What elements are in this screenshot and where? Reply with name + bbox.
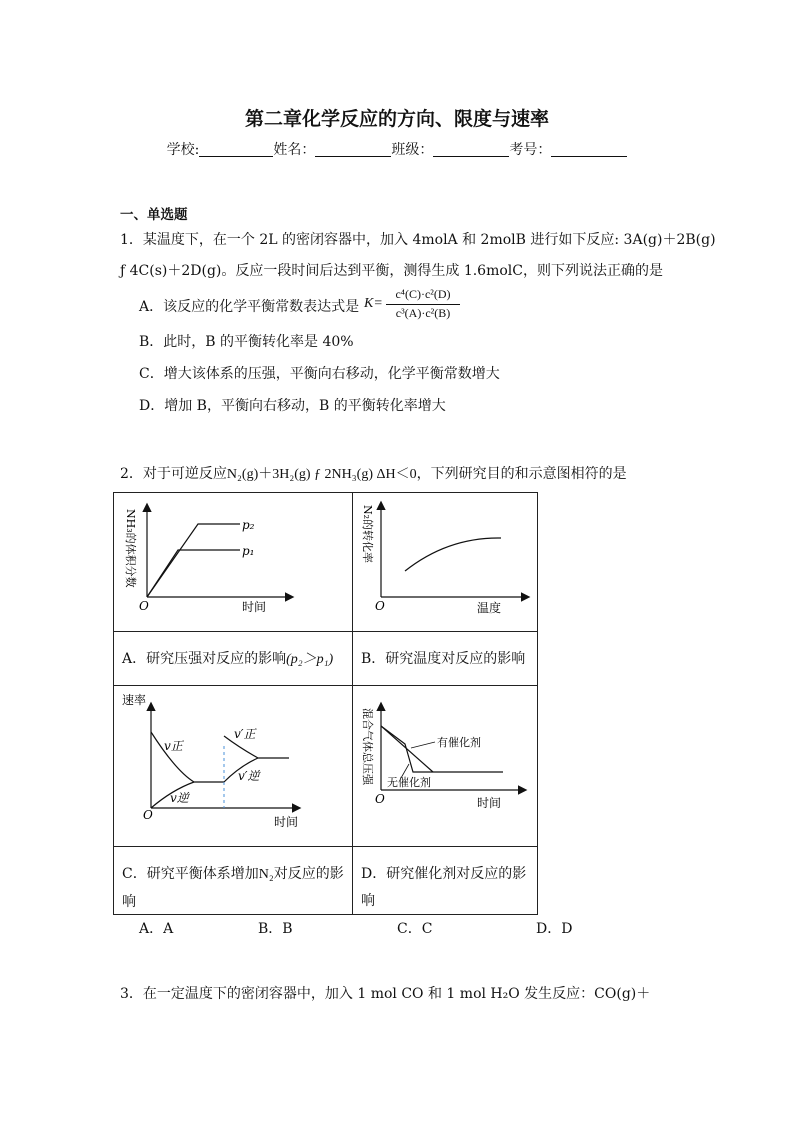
graph-c — [114, 686, 352, 842]
q2-stem — [120, 463, 627, 483]
graph-d-curve-catalyst — [381, 726, 503, 772]
exam-no-blank — [551, 142, 627, 157]
graph-b-ylabel: N₂的转化率 — [361, 505, 374, 564]
caption-c-n2: N₂ — [258, 867, 274, 882]
graph-c-ylabel: 速率 — [122, 693, 147, 707]
graph-a-curve-p2 — [147, 524, 240, 597]
graph-a-origin: O — [139, 599, 149, 613]
q3-stem-line1: 3．在一定温度下的密闭容器中，加入 1 mol CO 和 1 mol H₂O 发生反应：CO(g)＋ — [120, 986, 651, 1002]
graph-b-curve — [405, 538, 501, 571]
caption-a-cell — [114, 632, 353, 686]
q1-option-d: D．增加 B，平衡向右移动，B 的平衡转化率增大 — [139, 398, 446, 414]
name-blank — [315, 142, 391, 157]
graph-d-cell — [353, 686, 538, 847]
q1-option-c: C．增大该体系的压强，平衡向右移动，化学平衡常数增大 — [139, 366, 500, 382]
q1-option-a-text: A．该反应的化学平衡常数表达式是 — [139, 299, 360, 315]
q1-option-b: B．此时，B 的平衡转化率是 40% — [139, 334, 354, 350]
exam-no-label: 考号： — [509, 142, 552, 158]
q2-stem-suffix: ，下列研究目的和示意图相符的是 — [416, 466, 627, 482]
graph-a-label-p2: p₂ — [242, 518, 255, 532]
q2-choice-b: B．B — [258, 921, 293, 937]
caption-d-cell — [353, 847, 538, 915]
class-blank — [433, 142, 509, 157]
q2-stem-prefix: 2．对于可逆反应 — [120, 466, 227, 482]
q1-stem-line1: 1．某温度下，在一个 2L 的密闭容器中，加入 4molA 和 2molB 进行如下反应: 3A(g)＋2B(g) — [120, 232, 716, 248]
graph-b-origin: O — [375, 599, 385, 613]
caption-c-prefix: C．研究平衡体系增加 — [122, 866, 259, 882]
q1-fraction-bar — [386, 304, 460, 305]
q2-figure-table — [113, 492, 538, 915]
school-blank — [199, 142, 273, 157]
caption-d-line2: 响 — [361, 893, 375, 909]
graph-c-label-v-rev: v逆 — [170, 791, 189, 805]
page-title: 第二章化学反应的方向、限度与速率 — [244, 108, 549, 130]
q1-stem-line2: ƒ 4C(s)＋2D(g)。反应一段时间后达到平衡，测得生成 1.6molC，则下列说法正确的是 — [120, 263, 663, 279]
graph-c-cell — [114, 686, 353, 847]
student-info-line — [0, 139, 794, 159]
graph-a-curve-p1 — [147, 550, 240, 597]
caption-b-cell — [353, 632, 538, 686]
caption-c-suffix: 对反应的影 — [273, 866, 344, 882]
caption-b: B．研究温度对反应的影响 — [361, 651, 526, 667]
graph-b — [353, 493, 537, 627]
graph-d-label-no-catalyst: 无催化剂 — [387, 776, 431, 789]
graph-d-leader-catalyst — [411, 742, 435, 748]
q1-option-a-k: K= — [364, 296, 383, 311]
graph-b-cell — [353, 493, 538, 632]
school-label: 学校: — [166, 142, 200, 158]
caption-d: D．研究催化剂对反应的影 — [361, 866, 527, 882]
graph-c-label-v-fwd: v正 — [164, 739, 183, 753]
section-title: 一、单选题 — [120, 207, 188, 223]
graph-c-label-v-fwd2: v′正 — [234, 727, 256, 741]
graph-a-label-p1: p₁ — [242, 544, 255, 558]
graph-a — [114, 493, 352, 627]
graph-d-xlabel: 时间 — [477, 796, 502, 810]
graph-c-origin: O — [143, 808, 153, 822]
graph-d-label-catalyst: 有催化剂 — [437, 736, 481, 749]
graph-a-ylabel: NH₃的体积分数 — [124, 509, 137, 588]
graph-c-xlabel: 时间 — [274, 815, 299, 829]
graph-d-curve-no-catalyst — [381, 726, 433, 772]
graph-c-v-fwd — [151, 732, 224, 782]
q2-choice-d: D．D — [536, 921, 573, 937]
q2-choice-a: A．A — [139, 921, 174, 937]
q2-reaction: N₂(g)＋3H₂(g) ƒ 2NH₃(g) ΔH＜0 — [226, 467, 417, 482]
graph-d — [353, 686, 537, 842]
q1-option-a-numerator: c⁴(C)·c²(D) — [395, 287, 451, 301]
graph-d-ylabel: 混合气体总压强 — [361, 708, 374, 785]
q2-choice-c: C．C — [397, 921, 433, 937]
graph-c-label-v-rev2: v′逆 — [238, 769, 260, 783]
caption-a-condition: (p₂＞p₁) — [286, 652, 334, 667]
caption-a: A．研究压强对反应的影响 — [122, 651, 287, 667]
class-label: 班级： — [391, 142, 434, 158]
graph-b-xlabel: 温度 — [477, 601, 502, 615]
caption-c-line2: 响 — [122, 894, 136, 910]
q1-option-a-denominator: c³(A)·c²(B) — [395, 306, 451, 320]
name-label: 姓名： — [273, 142, 316, 158]
graph-a-cell — [114, 493, 353, 632]
graph-d-origin: O — [375, 792, 385, 806]
caption-c-cell — [114, 847, 353, 915]
graph-a-xlabel: 时间 — [242, 600, 267, 614]
